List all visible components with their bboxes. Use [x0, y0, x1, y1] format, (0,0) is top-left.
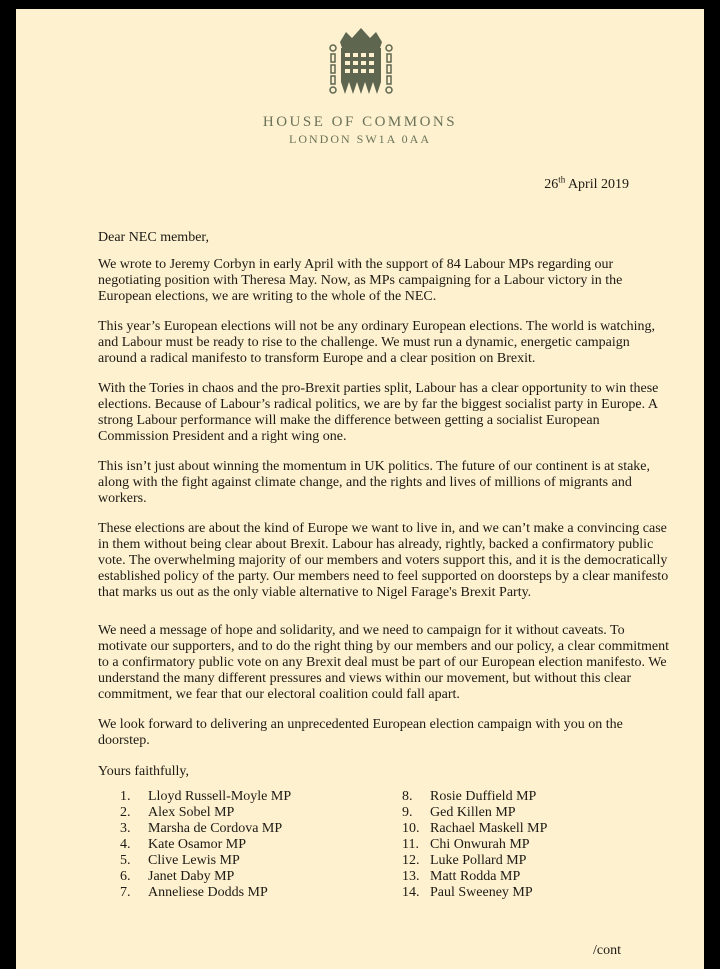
- signatory-item: [402, 837, 547, 853]
- text-line: We look forward to delivering an unprecedented European election campaign with you on the: [98, 717, 623, 732]
- signatory-number: 5.: [120, 853, 131, 868]
- signatory-item: [402, 853, 547, 869]
- closing: Yours faithfully,: [98, 764, 190, 779]
- text-line: motivate our supporters, and to do the right thing by our members and our policy, a clear commitment: [98, 639, 670, 654]
- text-line: Commission President and a right wing one.: [98, 429, 347, 444]
- signatory-name: Luke Pollard MP: [430, 853, 527, 868]
- signatory-name: Rachael Maskell MP: [430, 821, 548, 836]
- text-line: strong Labour performance will make the difference between getting a socialist European: [98, 413, 600, 428]
- paragraph-7: [98, 717, 623, 749]
- signatory-item: [120, 885, 291, 901]
- signatory-item: [402, 821, 547, 837]
- text-line: established policy of the party. Our members need to feel supported on doorsteps by a clear manifesto: [98, 569, 669, 584]
- text-line: elections. Because of Labour’s radical politics, we are by far the biggest socialist party in Europe. A: [98, 397, 658, 412]
- signatory-item: [402, 869, 547, 885]
- paragraph-5: [98, 521, 668, 601]
- text-line: We wrote to Jeremy Corbyn in early April with the support of 84 Labour MPs regarding our: [98, 257, 614, 272]
- letterhead-title: HOUSE OF COMMONS: [262, 114, 458, 130]
- signatory-number: 14.: [402, 885, 420, 900]
- text-line: This isn’t just about winning the momentum in UK politics. The future of our continent is at stake,: [98, 459, 651, 474]
- text-line: negotiating position with Theresa May. Now, as MPs campaigning for a Labour victory in the: [98, 273, 623, 288]
- signatory-number: 8.: [402, 789, 413, 804]
- signatory-number: 10.: [402, 821, 420, 836]
- signatories-list-left: [120, 789, 291, 901]
- signatory-name: Ged Killen MP: [430, 805, 516, 820]
- signatory-number: 12.: [402, 853, 420, 868]
- signatory-name: Lloyd Russell-Moyle MP: [148, 789, 292, 804]
- text-line: around a radical manifesto to transform Europe and a clear position on Brexit.: [98, 351, 536, 366]
- letter-date: [544, 174, 629, 193]
- signatories-list-right: [402, 789, 547, 901]
- signatory-item: [120, 837, 291, 853]
- signatory-name: Janet Daby MP: [148, 869, 235, 884]
- signatory-number: 2.: [120, 805, 131, 820]
- paragraph-2: [98, 319, 655, 367]
- text-line: European elections, we are writing to the whole of the NEC.: [98, 289, 437, 304]
- paragraph-3: [98, 381, 658, 445]
- text-line: along with the fight against climate change, and the rights and lives of millions of migrants and: [98, 475, 632, 490]
- signatory-number: 4.: [120, 837, 131, 852]
- signatory-number: 3.: [120, 821, 131, 836]
- paragraph-1: [98, 257, 622, 305]
- text-line: that marks us out as the only viable alternative to Nigel Farage's Brexit Party.: [98, 585, 532, 600]
- signatory-number: 6.: [120, 869, 131, 884]
- signatory-number: 9.: [402, 805, 413, 820]
- text-line: These elections are about the kind of Europe we want to live in, and we can’t make a convincing case: [98, 521, 667, 536]
- text-line: in them without being clear about Brexit. Labour has already, rightly, backed a confirmatory public: [98, 537, 654, 552]
- signatory-number: 1.: [120, 789, 131, 804]
- signatory-item: [120, 853, 291, 869]
- signatory-name: Clive Lewis MP: [148, 853, 240, 868]
- signatory-item: [120, 821, 291, 837]
- text-line: doorstep.: [98, 733, 150, 748]
- date-suffix: th: [558, 174, 566, 185]
- signatory-number: 11.: [402, 837, 419, 852]
- signatory-item: [120, 805, 291, 821]
- signatory-name: Paul Sweeney MP: [430, 885, 533, 900]
- signatory-name: Chi Onwurah MP: [430, 837, 530, 852]
- signatory-name: Matt Rodda MP: [430, 869, 521, 884]
- text-line: and Labour must be ready to rise to the challenge. We must run a dynamic, energetic campaign: [98, 335, 630, 350]
- text-line: We need a message of hope and solidarity, and we need to campaign for it without caveats. To: [98, 623, 625, 638]
- portcullis-crest-icon: [328, 28, 394, 104]
- text-line: understand the many different pressures and views within our movement, but without this clear: [98, 671, 632, 686]
- signatory-number: 7.: [120, 885, 131, 900]
- signatory-name: Marsha de Cordova MP: [148, 821, 283, 836]
- signatory-name: Kate Osamor MP: [148, 837, 246, 852]
- signatory-item: [402, 789, 547, 805]
- date-day: 26: [544, 177, 559, 192]
- signatory-name: Alex Sobel MP: [148, 805, 235, 820]
- text-line: vote. The overwhelming majority of our members and voters support this, and it is the democratically: [98, 553, 668, 568]
- signatory-item: [402, 805, 547, 821]
- signatory-name: Rosie Duffield MP: [430, 789, 537, 804]
- signatory-name: Anneliese Dodds MP: [148, 885, 268, 900]
- paragraph-4: [98, 459, 650, 507]
- signatory-item: [120, 869, 291, 885]
- letterhead-address: LONDON SW1A 0AA: [289, 132, 431, 146]
- paragraph-6: [98, 623, 669, 703]
- continued-marker: /cont: [593, 943, 621, 958]
- text-line: This year’s European elections will not be any ordinary European elections. The world is watching,: [98, 319, 655, 334]
- text-line: commitment, we fear that our electoral coalition could fall apart.: [98, 687, 460, 702]
- text-line: With the Tories in chaos and the pro-Brexit parties split, Labour has a clear opportunity to win these: [98, 381, 659, 396]
- text-line: to a confirmatory public vote on any Brexit deal must be part of our European election manifesto. We: [98, 655, 667, 670]
- signatory-item: [120, 789, 291, 805]
- date-month-year: April 2019: [565, 177, 629, 192]
- signatory-item: [402, 885, 547, 901]
- salutation: Dear NEC member,: [98, 230, 210, 245]
- signatory-number: 13.: [402, 869, 420, 884]
- text-line: workers.: [98, 491, 147, 506]
